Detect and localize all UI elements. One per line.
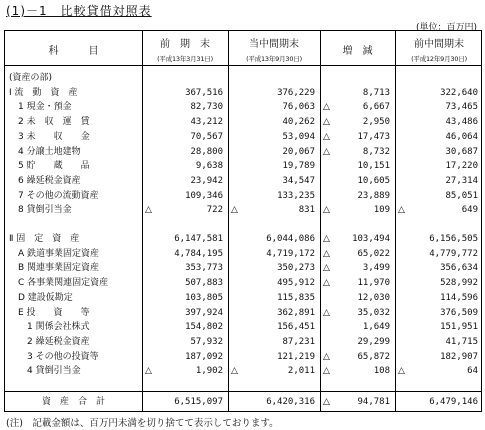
cell-value: 1,649 bbox=[362, 322, 390, 333]
cell-value: 362,891 bbox=[277, 307, 315, 318]
cell-value: 528,992 bbox=[440, 278, 478, 289]
table-row bbox=[5, 247, 481, 261]
row-label: 1 関係会社株式 bbox=[9, 322, 90, 333]
cell-value: 2,011 bbox=[287, 366, 315, 377]
cell-value: 103,494 bbox=[352, 234, 390, 244]
table-row bbox=[5, 350, 481, 364]
negative-marker: △ bbox=[398, 205, 405, 216]
cell-value: 133,235 bbox=[277, 190, 315, 201]
header-current-interim bbox=[228, 35, 320, 63]
negative-marker: △ bbox=[398, 366, 405, 377]
cell-value: 46,064 bbox=[445, 131, 478, 142]
negative-marker: △ bbox=[323, 102, 330, 113]
negative-marker: △ bbox=[323, 234, 330, 244]
cell-value: 722 bbox=[206, 205, 223, 216]
cell-value: 103,805 bbox=[185, 292, 223, 303]
cell-value: 23,942 bbox=[190, 175, 223, 186]
header-prev-year-date: (平成13年3月31日) bbox=[157, 55, 213, 63]
table-row bbox=[5, 145, 481, 159]
negative-marker: △ bbox=[323, 117, 330, 128]
row-label: (資産の部) bbox=[9, 73, 53, 83]
row-label: 資 産 合 計 bbox=[41, 397, 105, 407]
page-title: (1)－1 比較貸借対照表 bbox=[6, 4, 152, 18]
row-label: 8 貸倒引当金 bbox=[9, 205, 72, 216]
header-item: 科 目 bbox=[48, 46, 99, 57]
cell-value: 65,022 bbox=[357, 248, 390, 259]
cell-value: 507,883 bbox=[185, 278, 223, 289]
row-label: 5 貯 蔵 品 bbox=[9, 161, 90, 172]
header-prev-interim-label: 前中間期末 bbox=[414, 39, 464, 50]
cell-value: 76,063 bbox=[282, 102, 315, 113]
cell-value: 4,779,772 bbox=[429, 248, 478, 259]
row-label: Ⅱ 固 定 資 産 bbox=[9, 234, 80, 244]
negative-marker: △ bbox=[145, 205, 152, 216]
cell-value: 10,605 bbox=[357, 175, 390, 186]
table-row bbox=[5, 291, 481, 305]
row-label: 7 その他の流動資産 bbox=[9, 190, 99, 201]
cell-value: 9,638 bbox=[195, 161, 223, 172]
cell-value: 2,950 bbox=[362, 117, 390, 128]
cell-value: 20,067 bbox=[282, 146, 315, 157]
cell-value: 11,970 bbox=[357, 278, 390, 289]
table-row bbox=[5, 71, 481, 85]
cell-value: 87,231 bbox=[282, 336, 315, 347]
cell-value: 3,499 bbox=[362, 263, 390, 274]
cell-value: 356,634 bbox=[440, 263, 478, 274]
cell-value: 85,051 bbox=[445, 190, 478, 201]
table-row bbox=[5, 364, 481, 378]
table-row bbox=[5, 320, 481, 334]
cell-value: 17,473 bbox=[357, 131, 390, 142]
row-label: 2 繰延税金資産 bbox=[9, 336, 90, 347]
negative-marker: △ bbox=[323, 146, 330, 157]
row-label: A 鉄道事業固定資産 bbox=[9, 248, 100, 259]
header-current-interim-label: 当中間期末 bbox=[249, 39, 299, 50]
cell-value: 6,044,086 bbox=[266, 234, 315, 244]
cell-value: 64 bbox=[467, 366, 478, 377]
cell-value: 6,420,316 bbox=[266, 397, 315, 407]
cell-value: 29,299 bbox=[357, 336, 390, 347]
header-prev-interim bbox=[395, 35, 483, 63]
row-label: E 投 資 等 bbox=[9, 307, 90, 318]
table-row bbox=[5, 100, 481, 114]
negative-marker: △ bbox=[231, 205, 238, 216]
cell-value: 53,094 bbox=[282, 131, 315, 142]
cell-value: 187,092 bbox=[185, 351, 223, 362]
cell-value: 115,835 bbox=[277, 292, 315, 303]
cell-value: 57,932 bbox=[190, 336, 223, 347]
cell-value: 367,516 bbox=[185, 87, 223, 98]
row-label: 4 貸倒引当金 bbox=[9, 366, 81, 377]
table-row bbox=[5, 203, 481, 217]
row-label: 1 現金・預金 bbox=[9, 102, 72, 113]
footnote: (注) 記載金額は、百万円未満を切り捨てて表示しております。 bbox=[6, 418, 279, 429]
negative-marker: △ bbox=[323, 131, 330, 142]
table-row bbox=[5, 86, 481, 100]
row-label: 6 繰延税金資産 bbox=[9, 175, 81, 186]
cell-value: 6,667 bbox=[362, 102, 390, 113]
table-row bbox=[5, 335, 481, 349]
unit-label: (単位：百万円) bbox=[415, 23, 477, 33]
row-label: D 建設仮勘定 bbox=[9, 292, 73, 303]
row-label: 4 分譲土地建物 bbox=[9, 146, 81, 157]
table-row bbox=[5, 261, 481, 275]
cell-value: 35,032 bbox=[357, 307, 390, 318]
row-label: 2 未 収 運 賃 bbox=[9, 117, 90, 128]
negative-marker: △ bbox=[323, 351, 330, 362]
cell-value: 65,872 bbox=[357, 351, 390, 362]
table-row bbox=[5, 306, 481, 320]
table-header bbox=[5, 31, 481, 66]
cell-value: 109 bbox=[373, 205, 390, 216]
table-row bbox=[5, 174, 481, 188]
header-prev-year bbox=[142, 35, 228, 63]
negative-marker: △ bbox=[323, 397, 330, 407]
cell-value: 6,156,505 bbox=[429, 234, 478, 244]
cell-value: 10,151 bbox=[357, 161, 390, 172]
negative-marker: △ bbox=[145, 366, 152, 377]
cell-value: 108 bbox=[373, 366, 390, 377]
cell-value: 495,912 bbox=[277, 278, 315, 289]
total-divider bbox=[5, 391, 481, 392]
cell-value: 43,486 bbox=[445, 117, 478, 128]
cell-value: 6,515,097 bbox=[174, 397, 223, 407]
cell-value: 114,596 bbox=[440, 292, 478, 303]
table-row bbox=[5, 276, 481, 290]
cell-value: 73,465 bbox=[445, 102, 478, 113]
cell-value: 151,951 bbox=[440, 322, 478, 333]
cell-value: 70,567 bbox=[190, 131, 223, 142]
total-row-content bbox=[5, 395, 481, 409]
cell-value: 353,773 bbox=[185, 263, 223, 274]
table-row bbox=[5, 189, 481, 203]
cell-value: 82,730 bbox=[190, 102, 223, 113]
cell-value: 8,732 bbox=[362, 146, 390, 157]
negative-marker: △ bbox=[323, 248, 330, 259]
row-label: Ⅰ 流 動 資 産 bbox=[9, 87, 78, 98]
cell-value: 1,902 bbox=[195, 366, 223, 377]
cell-value: 34,547 bbox=[282, 175, 315, 186]
cell-value: 154,802 bbox=[185, 322, 223, 333]
table-row bbox=[5, 130, 481, 144]
cell-value: 30,687 bbox=[445, 146, 478, 157]
cell-value: 121,219 bbox=[277, 351, 315, 362]
cell-value: 40,262 bbox=[282, 117, 315, 128]
cell-value: 17,220 bbox=[445, 161, 478, 172]
cell-value: 28,800 bbox=[190, 146, 223, 157]
cell-value: 19,789 bbox=[282, 161, 315, 172]
cell-value: 831 bbox=[298, 205, 315, 216]
cell-value: 43,212 bbox=[190, 117, 223, 128]
cell-value: 350,273 bbox=[277, 263, 315, 274]
cell-value: 322,640 bbox=[440, 87, 478, 98]
cell-value: 376,229 bbox=[277, 87, 315, 98]
cell-value: 376,509 bbox=[440, 307, 478, 318]
cell-value: 27,314 bbox=[445, 175, 478, 186]
header-current-interim-date: (平成13年9月30日) bbox=[246, 55, 302, 63]
cell-value: 397,924 bbox=[185, 307, 223, 318]
table-row bbox=[5, 159, 481, 173]
negative-marker: △ bbox=[323, 263, 330, 274]
balance-sheet-table bbox=[4, 30, 482, 412]
row-label: 3 未 収 金 bbox=[9, 131, 90, 142]
header-change: 増 減 bbox=[342, 46, 373, 57]
cell-value: 649 bbox=[461, 205, 478, 216]
cell-value: 4,719,172 bbox=[266, 248, 315, 259]
negative-marker: △ bbox=[323, 205, 330, 216]
cell-value: 41,715 bbox=[445, 336, 478, 347]
cell-value: 4,784,195 bbox=[174, 248, 223, 259]
negative-marker: △ bbox=[231, 366, 238, 377]
negative-marker: △ bbox=[323, 278, 330, 289]
header-prev-year-label: 前 期 末 bbox=[160, 39, 210, 50]
cell-value: 8,713 bbox=[362, 87, 390, 98]
cell-value: 12,030 bbox=[357, 292, 390, 303]
header-prev-interim-date: (平成12年9月30日) bbox=[411, 55, 467, 63]
negative-marker: △ bbox=[323, 366, 330, 377]
table-row bbox=[5, 232, 481, 246]
row-label: C 各事業関連固定資産 bbox=[9, 278, 109, 289]
table-row bbox=[5, 115, 481, 129]
cell-value: 23,889 bbox=[357, 190, 390, 201]
row-label: B 関連事業固定資産 bbox=[9, 263, 100, 274]
cell-value: 156,451 bbox=[277, 322, 315, 333]
cell-value: 182,907 bbox=[440, 351, 478, 362]
row-label: 3 その他の投資等 bbox=[9, 351, 99, 362]
negative-marker: △ bbox=[323, 307, 330, 318]
cell-value: 6,479,146 bbox=[429, 397, 478, 407]
cell-value: 6,147,581 bbox=[174, 234, 223, 244]
cell-value: 94,781 bbox=[357, 397, 390, 407]
cell-value: 109,346 bbox=[185, 190, 223, 201]
